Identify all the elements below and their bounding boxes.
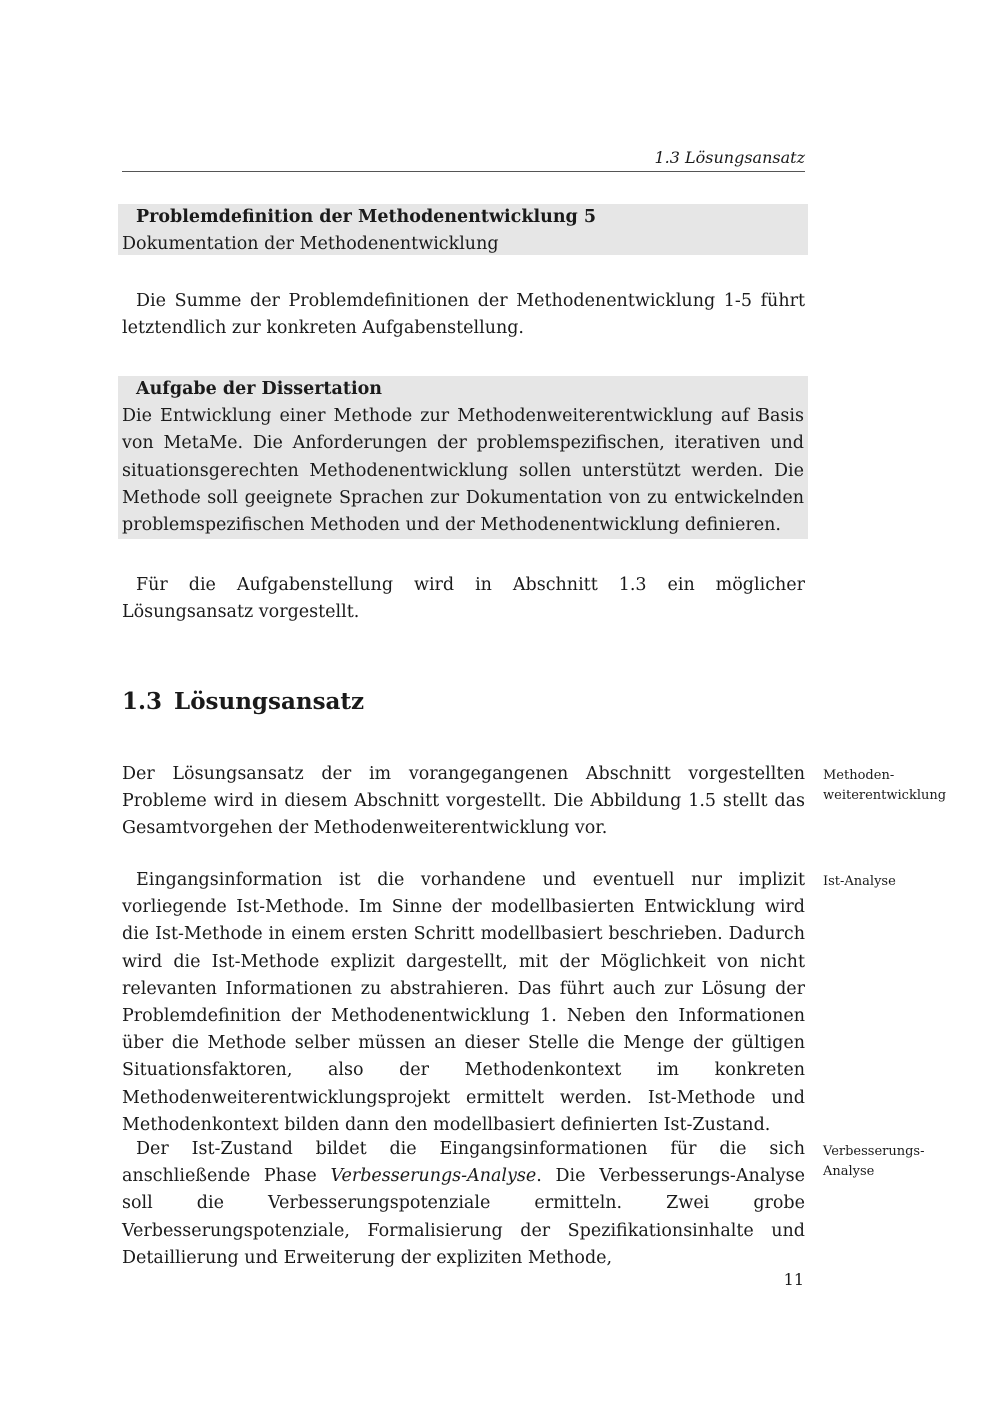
margin-note-3-line-2: Analyse (823, 1163, 875, 1179)
margin-note-2: Ist-Analyse (823, 874, 896, 889)
section-number: 1.3 (122, 688, 163, 715)
margin-note-3-line-1: Verbesserungs- (823, 1144, 925, 1159)
dissertation-task-title: Aufgabe der Dissertation (136, 379, 382, 399)
margin-note-1-line-1: Methoden- (823, 768, 895, 783)
problem-definition-body: Dokumentation der Methodenentwicklung (122, 234, 499, 255)
paragraph-task-intro: Für die Aufgabenstellung wird in Abschnitt 1.3 ein möglicher Lösungsansatz vorgestellt. (122, 575, 805, 623)
dissertation-task-body: Die Entwicklung einer Methode zur Methodenweiterentwicklung auf Basis von MetaMe. Die Anforderungen der problemspezifischen, iterativen und situationsgerechten Methodenentwicklung sollen unterstützt werden. Die Methode soll geeignete Sprachen zur Dokumentation von zu entwickelnden problemspezifischen Methoden und der Methodenentwicklung definieren. (122, 406, 804, 536)
running-header (122, 148, 805, 172)
dissertation-task-box (118, 376, 808, 539)
paragraph-solution-intro: Der Lösungsansatz der im vorangegangenen Abschnitt vorgestellten Probleme wird in diesem Abschnitt vorgestellt. Die Abbildung 1.5 stellt das Gesamtvorgehen der Methodenweiterentwicklung vor. (122, 764, 805, 839)
margin-note-ist-analyse (823, 872, 973, 892)
margin-note-1-line-2: weiterentwicklung (823, 787, 947, 803)
para5-emphasis: Verbesserungs-Analyse (330, 1166, 537, 1187)
section-title: Lösungsansatz (174, 688, 365, 715)
margin-note-methodenweiterentwicklung (823, 766, 973, 805)
para5-before: Der Ist-Zustand bildet die Eingangsinformationen für die sich anschließende Phase (122, 1139, 805, 1187)
running-header-title: 1.3 Lösungsansatz (654, 148, 805, 167)
page-number: 11 (783, 1270, 804, 1289)
problem-definition-title: Problemdefinition der Methodenentwicklung 5 (136, 207, 597, 227)
paragraph-ist-analyse: Eingangsinformation ist die vorhandene und eventuell nur implizit vorliegende Ist-Methode. Im Sinne der modellbasierten Entwicklung wird die Ist-Methode in einem ersten Schritt modellbasiert beschrieben. Dadurch wird die Ist-Methode explizit dargestellt, mit der Möglichkeit von nicht relevanten Informationen zu abstrahieren. Das führt auch zur Lösung der Problemdefinition der Methodenentwicklung 1. Neben den Informationen über die Methode selber müssen an dieser Stelle die Menge der gültigen Situationsfaktoren, also der Methodenkontext im konkreten Methodenweiterentwicklungsprojekt ermittelt werden. Ist-Methode und Methodenkontext bilden dann den modellbasiert definierten Ist-Zustand. (122, 870, 805, 1135)
margin-note-verbesserungs-analyse (823, 1142, 973, 1181)
problem-definition-box (118, 204, 808, 255)
para5-after: . Die Verbesserungs-Analyse soll die Verbesserungspotenziale ermitteln. Zwei grobe Verbesserungspotenziale, Formalisierung der Spezifikationsinhalte und Detaillierung und Erweiterung der expliziten Methode, (122, 1166, 806, 1268)
paragraph-summary: Die Summe der Problemdefinitionen der Methodenentwicklung 1-5 führt letztendlich zur konkreten Aufgabenstellung. (122, 291, 805, 339)
paragraph-verbesserungs-analyse (122, 1136, 805, 1272)
section-heading (122, 686, 364, 718)
